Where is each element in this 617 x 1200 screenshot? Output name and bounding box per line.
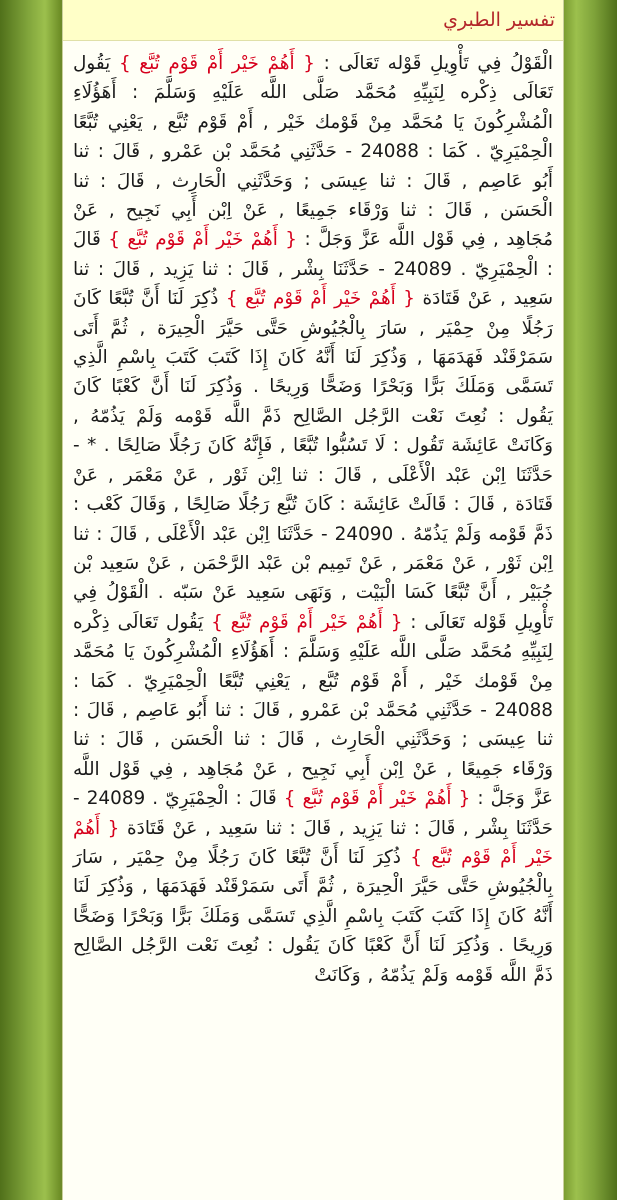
quran-verse: { أَهُمْ خَيْر أَمْ قَوْم تُبَّع } <box>118 53 315 74</box>
header-bar <box>63 0 563 41</box>
quran-verse: { أَهُمْ خَيْر أَمْ قَوْم تُبَّع } <box>108 229 297 251</box>
text-segment: يَقُول تَعَالَى ذِكْره لِنَبِيِّهِ مُحَمَّد صَلَّى اللَّه عَلَيْهِ وَسَلَّمَ : أَهَؤُلَاءِ الْمُشْرِكُونَ يَا مُحَمَّد مِنْ قَوْمك خَيْر , أَمْ قَوْم تُبَّع , يَعْنِي تُبَّعًا الْحِمْيَرِيّ . كَمَا : 24088 - حَدَّثَنِي مُحَمَّد بْن عَمْرو , قَالَ : ثنا أَبُو عَاصِم , قَالَ : ثنا عِيسَى ; وَحَدَّثَنِي الْحَارِث , قَالَ : ثنا الْحَسَن , قَالَ : ثنا وَرْقَاء جَمِيعًا , عَنْ اِبْن أَبِي نَجِيح , عَنْ مُجَاهِد , فِي قَوْل اللَّه عَزَّ وَجَلَّ : <box>73 53 553 251</box>
text-segment: يَقُول تَعَالَى ذِكْره لِنَبِيِّهِ مُحَمَّد صَلَّى اللَّه عَلَيْهِ وَسَلَّمَ : أَهَؤُلَاءِ الْمُشْرِكُونَ يَا مُحَمَّد مِنْ قَوْمك خَيْر , أَمْ قَوْم تُبَّع , يَعْنِي تُبَّعًا الْحِمْيَرِيّ . كَمَا : 24088 - حَدَّثَنِي مُحَمَّد بْن عَمْرو , قَالَ : ثنا أَبُو عَاصِم , قَالَ : ثنا عِيسَى ; وَحَدَّثَنِي الْحَارِث , قَالَ : ثنا الْحَسَن , قَالَ : ثنا وَرْقَاء جَمِيعًا , عَنْ اِبْن أَبِي نَجِيح , عَنْ مُجَاهِد , فِي قَوْل اللَّه عَزَّ وَجَلَّ : <box>73 611 553 810</box>
quran-verse: { أَهُمْ خَيْر أَمْ قَوْم تُبَّع } <box>73 817 553 868</box>
text-segment: ذُكِرَ لَنَا أَنَّ تُبَّعًا كَانَ رَجُلًا مِنْ حِمْيَر , سَارَ بِالْجُيُوشِ حَتَّى حَيَّرَ الْحِيرَة , ثُمَّ أَتَى سَمَرْقَنْد فَهَدَمَهَا , وَذُكِرَ لَنَا أَنَّهُ كَانَ إِذَا كَتَبَ كَتَبَ بِاسْمِ الَّذِي تَسَمَّى وَمَلَكَ بَرًّا وَبَحْرًا وَضَحًّا وَرِيحًا . وَذُكِرَ لَنَا أَنَّ كَعْبًا كَانَ يَقُول : نُعِتَ نَعْت الرَّجُل الصَّالِح ذَمَّ اللَّه قَوْمه وَلَمْ يَذُمّهُ , وَكَانَتْ عَائِشَة تَقُول : لَا تَسُبُّوا تُبَّعًا , فَإِنَّهُ كَانَ رَجُلًا صَالِحًا . * - حَدَّثَنَا اِبْن عَبْد الْأَعْلَى , قَالَ : ثنا اِبْن ثَوْر , عَنْ مَعْمَر , عَنْ قَتَادَة , قَالَ : قَالَتْ عَائِشَة : كَانَ تُبَّع رَجُلًا صَالِحًا , وَقَالَ كَعْب : ذَمَّ قَوْمه وَلَمْ يَذُمّهُ . 24090 - حَدَّثَنَا اِبْن عَبْد الْأَعْلَى , قَالَ : ثنا اِبْن ثَوْر , عَنْ مَعْمَر , عَنْ تَمِيم بْن عَبْد الرَّحْمَن , عَنْ سَعِيد بْن جُبَيْر , أَنَّ تُبَّعًا كَسَا الْبَيْت , وَنَهَى سَعِيد عَنْ سَبّه . الْقَوْلُ فِي تَأْوِيلِ قَوْله تَعَالَى : <box>73 288 553 633</box>
text-segment: ذُكِرَ لَنَا أَنَّ تُبَّعًا كَانَ رَجُلًا مِنْ حِمْيَر , سَارَ بِالْجُيُوشِ حَتَّى حَيَّرَ الْحِيرَة , ثُمَّ أَتَى سَمَرْقَنْد فَهَدَمَهَا , وَذُكِرَ لَنَا أَنَّهُ كَانَ إِذَا كَتَبَ كَتَبَ بِاسْمِ الَّذِي تَسَمَّى وَمَلَكَ بَرًّا وَبَحْرًا وَضَحًّا وَرِيحًا . وَذُكِرَ لَنَا أَنَّ كَعْبًا كَانَ يَقُول : نُعِتَ نَعْت الرَّجُل الصَّالِح ذَمَّ اللَّه قَوْمه وَلَمْ يَذُمّهُ , وَكَانَتْ <box>73 846 553 986</box>
text-segment: الْقَوْلُ فِي تَأْوِيلِ قَوْله تَعَالَى : <box>314 53 553 74</box>
tafsir-text <box>63 41 563 990</box>
quran-verse: { أَهُمْ خَيْر أَمْ قَوْم تُبَّع } <box>283 788 471 810</box>
left-decorative-border <box>0 0 60 1200</box>
reading-panel <box>62 0 564 1200</box>
book-title: تفسير الطبري <box>443 9 555 31</box>
text-segment: قَالَ : الْحِمْيَرِيّ . 24089 - حَدَّثَنَا بِشْر , قَالَ : ثنا يَزِيد , قَالَ : ثنا سَعِيد , عَنْ قَتَادَة <box>73 229 554 310</box>
quran-verse: { أَهُمْ خَيْر أَمْ قَوْم تُبَّع } <box>225 288 415 310</box>
right-decorative-border <box>559 0 617 1200</box>
quran-verse: { أَهُمْ خَيْر أَمْ قَوْم تُبَّع } <box>211 611 403 633</box>
text-segment: قَالَ : الْحِمْيَرِيّ . 24089 - حَدَّثَنَا بِشْر , قَالَ : ثنا يَزِيد , قَالَ : ثنا سَعِيد , عَنْ قَتَادَة <box>73 788 553 839</box>
